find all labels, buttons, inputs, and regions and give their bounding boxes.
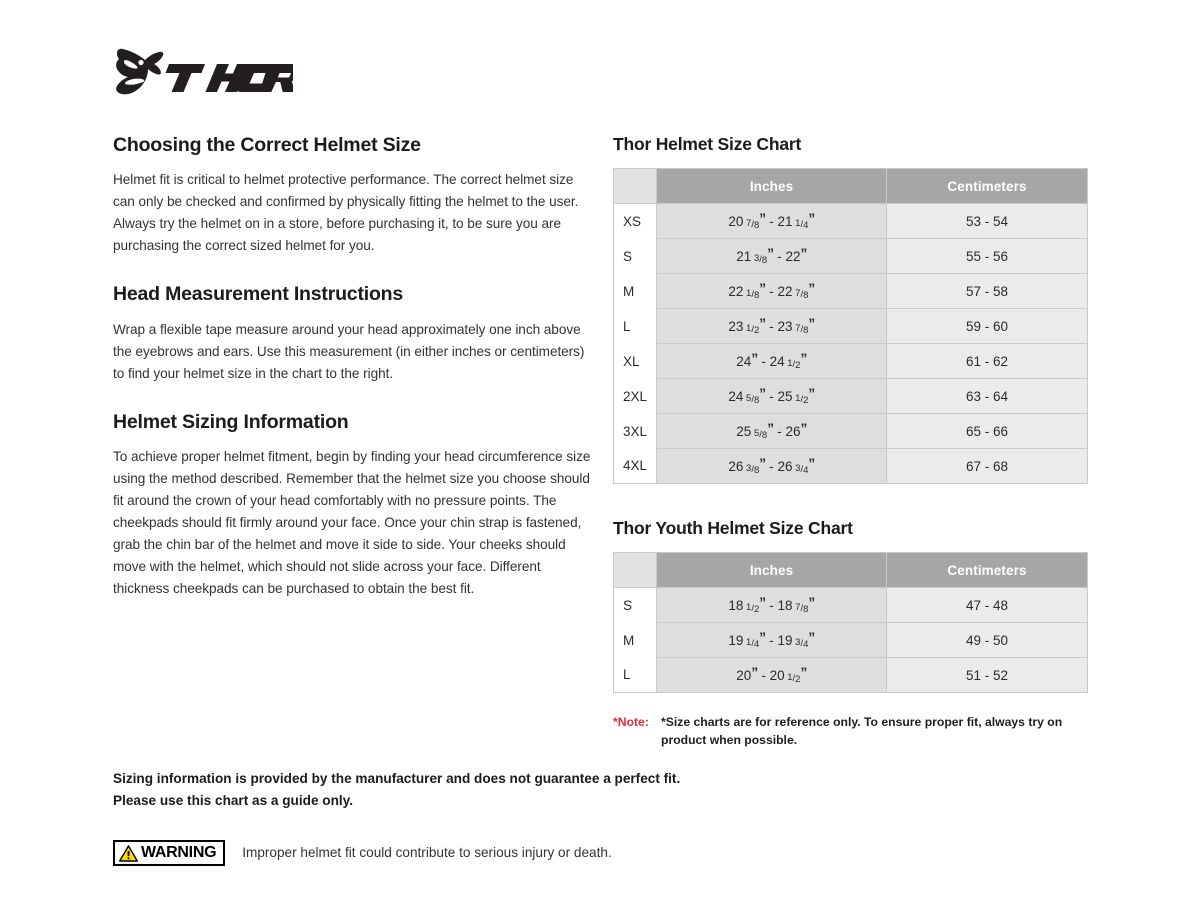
table-row: [614, 379, 1088, 414]
fraction: 1/4: [746, 636, 760, 650]
cell-centimeters: 63 - 64: [887, 379, 1088, 414]
cell-centimeters: 57 - 58: [887, 274, 1088, 309]
table-row: [614, 239, 1088, 274]
cell-inches: 20” - 20 1/2”: [657, 658, 887, 693]
section-heading-head-measurement: Head Measurement Instructions: [113, 283, 404, 306]
cell-size: M: [614, 623, 657, 658]
cell-size: M: [614, 274, 657, 309]
cell-size: 2XL: [614, 379, 657, 414]
warning-label: WARNING: [141, 844, 217, 861]
table-header-row: [614, 169, 1088, 204]
inch-mark: ”: [808, 455, 815, 471]
youth-chart-title: Thor Youth Helmet Size Chart: [613, 518, 853, 538]
cell-centimeters: 51 - 52: [887, 658, 1088, 693]
inch-mark: ”: [808, 280, 815, 296]
warning-badge: [113, 840, 225, 866]
cell-centimeters: 55 - 56: [887, 239, 1088, 274]
warning-message: Improper helmet fit could contribute to serious injury or death.: [242, 845, 612, 861]
inch-mark: ”: [759, 455, 766, 471]
inch-mark: ”: [759, 210, 766, 226]
section-body-head-measurement: Wrap a flexible tape measure around your head approximately one inch above the eyebrows and ears. Use this measurement (in either inches or centimeters) to find your helmet size in the chart to the right.: [113, 321, 585, 381]
inch-mark: ”: [808, 385, 815, 401]
cell-size: S: [614, 588, 657, 623]
inch-mark: ”: [808, 629, 815, 645]
column-header-centimeters: Centimeters: [887, 169, 1088, 204]
section-body-choosing-size: Helmet fit is critical to helmet protective performance. The correct helmet size can only be checked and confirmed by physically fitting the helmet to the user. Always try the helmet on in a store, before purchasing it, to be sure you are purchasing the correct sized helmet for you.: [113, 172, 579, 254]
inch-mark: ”: [767, 245, 774, 261]
section-heading-choosing-size: Choosing the Correct Helmet Size: [113, 134, 421, 156]
right-content-column: [613, 134, 1087, 750]
cell-inches: 24 5/8” - 25 1/2”: [657, 379, 887, 414]
youth-table-body: [614, 588, 1088, 693]
inch-mark: ”: [759, 629, 766, 645]
inch-mark: ”: [759, 594, 766, 610]
thor-logo-icon: [113, 46, 293, 102]
fraction: 1/4: [795, 217, 809, 231]
inch-mark: ”: [759, 315, 766, 331]
cell-centimeters: 47 - 48: [887, 588, 1088, 623]
fraction: 3/4: [795, 636, 809, 650]
cell-inches: 19 1/4” - 19 3/4”: [657, 623, 887, 658]
table-row: [614, 204, 1088, 239]
inch-mark: ”: [800, 420, 807, 436]
adult-table-body: [614, 204, 1088, 484]
inch-mark: ”: [751, 350, 758, 366]
column-header-inches: Inches: [657, 553, 887, 588]
fraction: 5/8: [746, 392, 760, 406]
table-row: [614, 274, 1088, 309]
fraction: 1/2: [787, 357, 801, 371]
inch-mark: ”: [800, 245, 807, 261]
column-header-size: [614, 553, 657, 588]
cell-size: 3XL: [614, 414, 657, 449]
fraction: 3/8: [753, 252, 768, 266]
table-header-row: [614, 553, 1088, 588]
inch-mark: ”: [759, 280, 766, 296]
cell-centimeters: 61 - 62: [887, 344, 1088, 379]
fraction: 7/8: [746, 217, 760, 231]
disclaimer-line-2: Please use this chart as a guide only.: [113, 793, 353, 809]
inch-mark: ”: [800, 664, 807, 680]
warning-triangle-icon: [119, 845, 138, 862]
inch-mark: ”: [808, 315, 815, 331]
adult-chart-title: Thor Helmet Size Chart: [613, 134, 802, 154]
cell-centimeters: 59 - 60: [887, 309, 1088, 344]
inch-mark: ”: [800, 350, 807, 366]
table-row: [614, 309, 1088, 344]
cell-size: XL: [614, 344, 657, 379]
table-row: [614, 344, 1088, 379]
section-heading-sizing-information: Helmet Sizing Information: [113, 410, 349, 433]
thor-logo: [113, 46, 293, 102]
fraction: 1/2: [795, 392, 809, 406]
section-body-sizing-information: To achieve proper helmet fitment, begin by finding your head circumference size using the method described. Remember that the helmet size you choose should fit around the crown of your head comfortably with no pressure points. The cheekpads should fit firmly around your face. Once your chin strap is fastened, grab the chin bar of the helmet and move it side to side. Your cheeks should move with the helmet, which should not slide across your face. Different thickness cheekpads can be purchased to obtain the best fit.: [113, 449, 591, 597]
note-label: *Note:: [613, 715, 649, 729]
adult-size-chart-table: [613, 168, 1088, 484]
table-row: [614, 414, 1088, 449]
fraction: 7/8: [795, 287, 809, 301]
cell-inches: 25 5/8” - 26”: [657, 414, 887, 449]
fraction: 5/8: [753, 427, 768, 441]
inch-mark: ”: [759, 385, 766, 401]
warning-row: [113, 840, 612, 866]
cell-inches: 22 1/8” - 22 7/8”: [657, 274, 887, 309]
cell-size: 4XL: [614, 449, 657, 484]
left-content-column: [113, 134, 591, 600]
reference-note: [613, 713, 1087, 750]
cell-inches: 24” - 24 1/2”: [657, 344, 887, 379]
table-row: [614, 623, 1088, 658]
fraction: 7/8: [795, 322, 809, 336]
cell-inches: 18 1/2” - 18 7/8”: [657, 588, 887, 623]
cell-size: L: [614, 309, 657, 344]
cell-centimeters: 65 - 66: [887, 414, 1088, 449]
fraction: 1/8: [746, 287, 760, 301]
fraction: 1/2: [746, 601, 760, 615]
cell-centimeters: 67 - 68: [887, 449, 1088, 484]
disclaimer-line-1: Sizing information is provided by the manufacturer and does not guarantee a perfect fit.: [113, 771, 681, 786]
fraction: 1/2: [746, 322, 760, 336]
table-row: [614, 588, 1088, 623]
fraction: 7/8: [795, 601, 809, 615]
cell-centimeters: 53 - 54: [887, 204, 1088, 239]
column-header-centimeters: Centimeters: [887, 553, 1088, 588]
cell-inches: 21 3/8” - 22”: [657, 239, 887, 274]
inch-mark: ”: [808, 210, 815, 226]
column-header-inches: Inches: [657, 169, 887, 204]
inch-mark: ”: [767, 420, 774, 436]
cell-centimeters: 49 - 50: [887, 623, 1088, 658]
youth-size-chart-table: [613, 552, 1088, 693]
cell-size: L: [614, 658, 657, 693]
note-text: *Size charts are for reference only. To ensure proper fit, always try on product when possible.: [661, 715, 1063, 748]
column-header-size: [614, 169, 657, 204]
cell-inches: 26 3/8” - 26 3/4”: [657, 449, 887, 484]
inch-mark: ”: [751, 664, 758, 680]
fraction: 3/8: [746, 462, 760, 476]
table-row: [614, 449, 1088, 484]
cell-size: S: [614, 239, 657, 274]
footer-disclaimer: [113, 768, 813, 812]
cell-size: XS: [614, 204, 657, 239]
cell-inches: 20 7/8” - 21 1/4”: [657, 204, 887, 239]
fraction: 1/2: [787, 671, 801, 685]
inch-mark: ”: [808, 594, 815, 610]
table-row: [614, 658, 1088, 693]
cell-inches: 23 1/2” - 23 7/8”: [657, 309, 887, 344]
fraction: 3/4: [795, 462, 809, 476]
